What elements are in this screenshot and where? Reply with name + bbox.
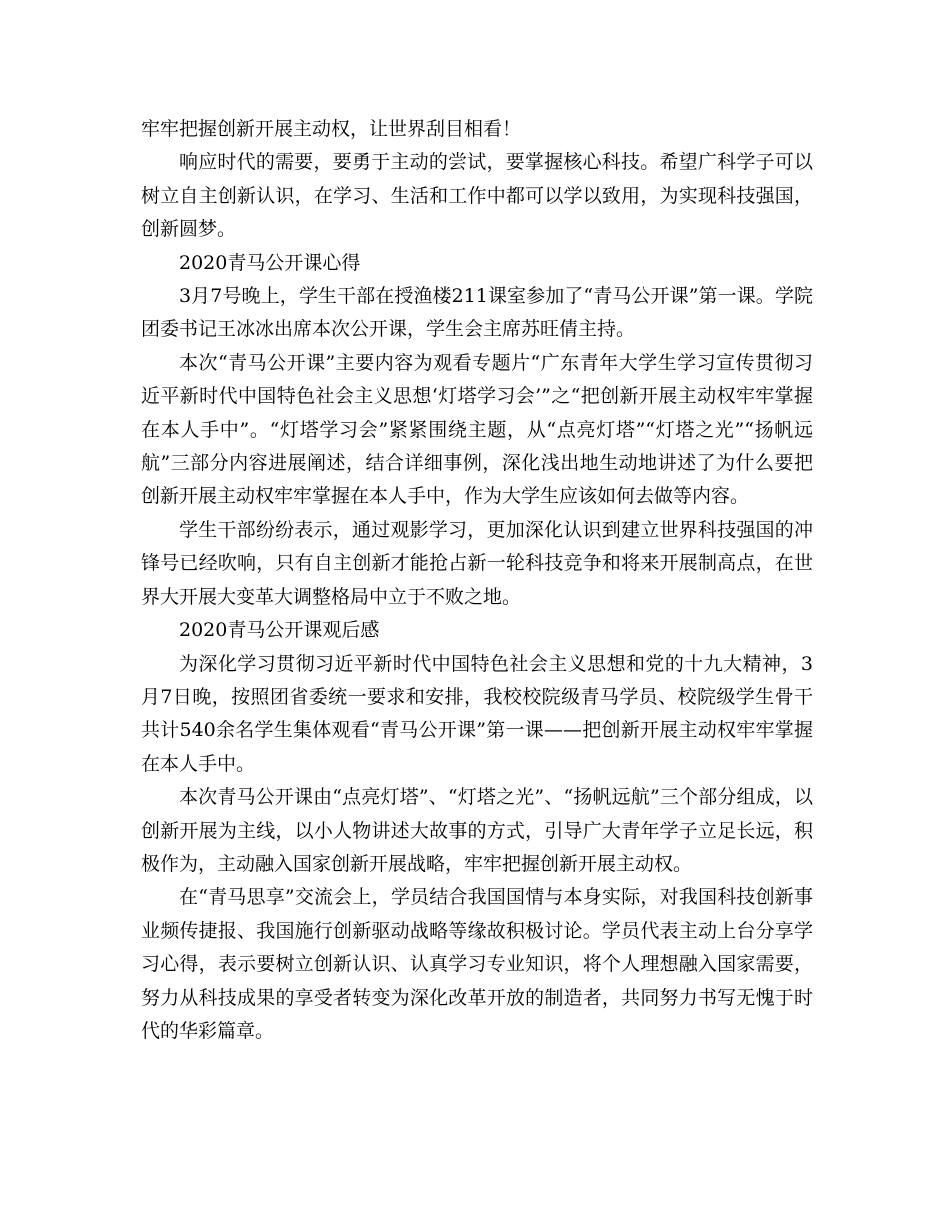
section-heading: 2020青马公开课观后感	[179, 619, 380, 642]
paragraph-body: 本次青马公开课由“点亮灯塔”、“灯塔之光”、“扬帆远航”三个部分组成，以创新开展为主线，以小人物讲述大故事的方式，引导广大青年学子立足长远，积极作为，主动融入国家创新开展战略，牢牢把握创新开展主动权。	[141, 786, 813, 875]
document-body	[141, 113, 813, 1048]
paragraph-body: 学生干部纷纷表示，通过观影学习，更加深化认识到建立世界科技强国的冲锋号已经吹响，只有自主创新才能抢占新一轮科技竞争和将来开展制高点，在世界大开展大变革大调整格局中立于不败之地。	[141, 518, 813, 608]
section-heading: 2020青马公开课心得	[179, 251, 361, 274]
paragraph-continuation: 牢牢把握创新开展主动权，让世界刮目相看！	[141, 118, 522, 140]
paragraph-body: 在“青马思享”交流会上，学员结合我国国情与本身实际，对我国科技创新事业频传捷报、我国施行创新驱动战略等缘故积极讨论。学员代表主动上台分享学习心得，表示要树立创新认识、认真学习专业知识，将个人理想融入国家需要，努力从科技成果的享受者转变为深化改革开放的制造者，共同努力书写无愧于时代的华彩篇章。	[141, 886, 813, 1042]
paragraph-body: 3月7号晚上，学生干部在授渔楼211课室参加了“青马公开课”第一课。学院团委书记王冰冰出席本次公开课，学生会主席苏旺倩主持。	[141, 285, 813, 341]
paragraph-body: 为深化学习贯彻习近平新时代中国特色社会主义思想和党的十九大精神，3月7日晚，按照团省委统一要求和安排，我校校院级青马学员、校院级学生骨干共计540余名学生集体观看“青马公开课”第一课——把创新开展主动权牢牢掌握在本人手中。	[141, 652, 813, 775]
paragraph-body: 本次“青马公开课”主要内容为观看专题片“广东青年大学生学习宣传贯彻习近平新时代中国特色社会主义思想‘灯塔学习会’”之“把创新开展主动权牢牢掌握在本人手中”。“灯塔学习会”紧紧围绕主题，从“点亮灯塔”“灯塔之光”“扬帆远航”三部分内容进展阐述，结合详细事例，深化浅出地生动地讲述了为什么要把创新开展主动权牢牢掌握在本人手中，作为大学生应该如何去做等内容。	[141, 351, 813, 508]
paragraph-body: 响应时代的需要，要勇于主动的尝试，要掌握核心科技。希望广科学子可以树立自主创新认识，在学习、生活和工作中都可以学以致用，为实现科技强国，创新圆梦。	[141, 151, 813, 241]
